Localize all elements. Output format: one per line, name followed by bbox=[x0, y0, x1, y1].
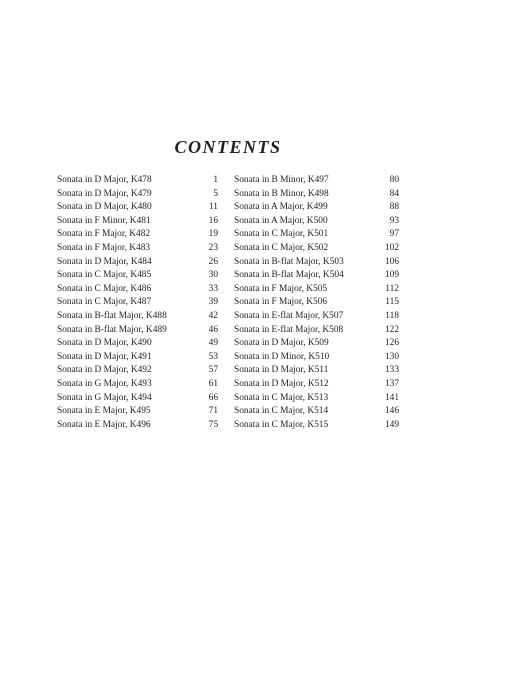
toc-entry-title: Sonata in D Major, K490 bbox=[57, 338, 152, 349]
toc-entry-page-number: 130 bbox=[384, 351, 399, 362]
toc-entry-title: Sonata in B Minor, K497 bbox=[234, 175, 329, 185]
toc-entry-title: Sonata in B Minor, K498 bbox=[234, 188, 329, 199]
toc-entry-title: Sonata in D Major, K480 bbox=[57, 202, 152, 213]
toc-entry-title: Sonata in D Major, K491 bbox=[57, 351, 152, 362]
toc-entry-title: Sonata in B-flat Major, K489 bbox=[57, 324, 167, 335]
toc-entry-page-number: 61 bbox=[208, 378, 218, 389]
toc-entry-title: Sonata in C Major, K502 bbox=[234, 242, 329, 253]
toc-entry-page-number: 46 bbox=[208, 324, 218, 335]
toc-entry-title: Sonata in E-flat Major, K508 bbox=[234, 324, 344, 335]
toc-entry-title: Sonata in B-flat Major, K504 bbox=[234, 270, 344, 281]
toc-entry bbox=[234, 392, 399, 406]
toc-entry bbox=[57, 364, 218, 378]
toc-entry-title: Sonata in D Major, K512 bbox=[234, 378, 329, 389]
toc-entry-page-number: 88 bbox=[389, 202, 399, 213]
toc-entry-page-number: 11 bbox=[208, 202, 218, 213]
toc-entry-title: Sonata in C Major, K485 bbox=[57, 270, 152, 281]
contents-column-right bbox=[234, 174, 399, 432]
toc-entry-page-number: 5 bbox=[213, 188, 218, 199]
toc-entry-title: Sonata in E Major, K495 bbox=[57, 406, 151, 417]
toc-entry-page-number: 115 bbox=[385, 297, 399, 308]
toc-entry bbox=[234, 419, 399, 433]
toc-entry bbox=[234, 296, 399, 310]
toc-entry-page-number: 49 bbox=[208, 338, 218, 349]
toc-entry bbox=[57, 419, 218, 433]
toc-entry-page-number: 26 bbox=[208, 256, 218, 267]
toc-entry bbox=[57, 296, 218, 310]
toc-entry-title: Sonata in F Minor, K481 bbox=[57, 215, 151, 226]
toc-entry-title: Sonata in G Major, K494 bbox=[57, 392, 152, 403]
toc-entry-page-number: 19 bbox=[208, 229, 218, 240]
toc-entry-page-number: 93 bbox=[389, 215, 399, 226]
toc-entry bbox=[57, 201, 218, 215]
toc-entry-title: Sonata in C Major, K501 bbox=[234, 229, 329, 240]
toc-entry bbox=[234, 337, 399, 351]
toc-entry-title: Sonata in C Major, K513 bbox=[234, 392, 329, 403]
toc-entry bbox=[57, 188, 218, 202]
toc-entry-page-number: 109 bbox=[384, 270, 399, 281]
toc-entry-title: Sonata in A Major, K500 bbox=[234, 215, 328, 226]
toc-entry bbox=[234, 283, 399, 297]
toc-entry-page-number: 66 bbox=[208, 392, 218, 403]
toc-entry-title: Sonata in E Major, K496 bbox=[57, 419, 151, 430]
toc-entry-page-number: 149 bbox=[384, 419, 399, 430]
toc-entry bbox=[234, 310, 399, 324]
toc-entry-title: Sonata in F Major, K482 bbox=[57, 229, 151, 240]
toc-entry-title: Sonata in B-flat Major, K503 bbox=[234, 256, 344, 267]
toc-entry bbox=[57, 174, 218, 188]
toc-entry bbox=[234, 405, 399, 419]
page-title: CONTENTS bbox=[174, 137, 282, 157]
contents-column-left bbox=[57, 174, 218, 432]
toc-entry-page-number: 84 bbox=[389, 188, 399, 199]
toc-entry bbox=[234, 242, 399, 256]
toc-entry-page-number: 141 bbox=[384, 392, 399, 403]
toc-entry-page-number: 80 bbox=[389, 175, 399, 185]
toc-entry bbox=[234, 201, 399, 215]
toc-entry-title: Sonata in F Major, K505 bbox=[234, 283, 328, 294]
toc-entry bbox=[57, 337, 218, 351]
toc-entry bbox=[57, 324, 218, 338]
toc-entry bbox=[57, 392, 218, 406]
toc-entry-title: Sonata in D Major, K484 bbox=[57, 256, 152, 267]
toc-entry-page-number: 133 bbox=[384, 365, 399, 376]
toc-entry-title: Sonata in D Major, K511 bbox=[234, 365, 329, 376]
toc-entry bbox=[234, 215, 399, 229]
toc-entry bbox=[234, 188, 399, 202]
toc-entry bbox=[234, 324, 399, 338]
toc-entry bbox=[234, 228, 399, 242]
toc-entry bbox=[234, 174, 399, 188]
toc-entry bbox=[234, 269, 399, 283]
toc-entry bbox=[57, 269, 218, 283]
toc-entry-page-number: 39 bbox=[208, 297, 218, 308]
toc-entry-page-number: 137 bbox=[384, 378, 399, 389]
toc-entry bbox=[57, 351, 218, 365]
toc-entry-page-number: 118 bbox=[385, 310, 399, 321]
toc-entry-page-number: 97 bbox=[389, 229, 399, 240]
toc-entry-title: Sonata in F Major, K506 bbox=[234, 297, 328, 308]
toc-entry bbox=[57, 378, 218, 392]
toc-entry bbox=[57, 215, 218, 229]
toc-entry bbox=[234, 378, 399, 392]
toc-entry bbox=[57, 310, 218, 324]
toc-entry-page-number: 102 bbox=[384, 242, 399, 253]
toc-entry-page-number: 30 bbox=[208, 270, 218, 281]
toc-entry-title: Sonata in D Major, K509 bbox=[234, 338, 329, 349]
toc-entry-title: Sonata in D Minor, K510 bbox=[234, 351, 330, 362]
toc-entry-title: Sonata in G Major, K493 bbox=[57, 378, 152, 389]
toc-entry-title: Sonata in D Major, K479 bbox=[57, 188, 152, 199]
toc-entry bbox=[57, 283, 218, 297]
toc-entry-page-number: 53 bbox=[208, 351, 218, 362]
toc-entry bbox=[234, 364, 399, 378]
toc-entry-title: Sonata in C Major, K515 bbox=[234, 419, 329, 430]
toc-entry-page-number: 71 bbox=[208, 406, 218, 417]
toc-entry-title: Sonata in F Major, K483 bbox=[57, 242, 151, 253]
toc-entry bbox=[234, 256, 399, 270]
toc-entry bbox=[234, 351, 399, 365]
toc-entry-title: Sonata in C Major, K486 bbox=[57, 283, 152, 294]
toc-entry-page-number: 1 bbox=[213, 175, 218, 185]
toc-entry-page-number: 106 bbox=[384, 256, 399, 267]
toc-entry bbox=[57, 256, 218, 270]
toc-entry-title: Sonata in E-flat Major, K507 bbox=[234, 310, 344, 321]
toc-entry-page-number: 126 bbox=[384, 338, 399, 349]
toc-entry-page-number: 33 bbox=[208, 283, 218, 294]
toc-entry-title: Sonata in C Major, K514 bbox=[234, 406, 329, 417]
toc-entry bbox=[57, 228, 218, 242]
toc-entry-page-number: 112 bbox=[385, 283, 399, 294]
toc-entry-page-number: 57 bbox=[208, 365, 218, 376]
toc-entry-title: Sonata in A Major, K499 bbox=[234, 202, 328, 213]
toc-entry bbox=[57, 405, 218, 419]
toc-entry-page-number: 146 bbox=[384, 406, 399, 417]
toc-entry bbox=[57, 242, 218, 256]
toc-entry-page-number: 23 bbox=[208, 242, 218, 253]
toc-entry-page-number: 75 bbox=[208, 419, 218, 430]
toc-entry-page-number: 16 bbox=[208, 215, 218, 226]
toc-entry-page-number: 42 bbox=[208, 310, 218, 321]
toc-entry-title: Sonata in C Major, K487 bbox=[57, 297, 152, 308]
toc-entry-title: Sonata in D Major, K478 bbox=[57, 175, 152, 185]
toc-entry-title: Sonata in D Major, K492 bbox=[57, 365, 152, 376]
toc-entry-title: Sonata in B-flat Major, K488 bbox=[57, 310, 167, 321]
toc-entry-page-number: 122 bbox=[384, 324, 399, 335]
